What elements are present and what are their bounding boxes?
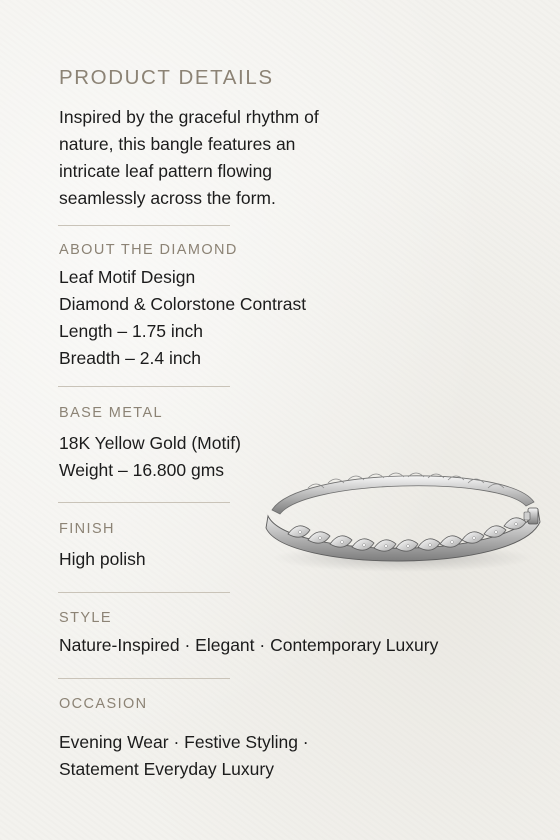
section-label-finish: FINISH	[59, 521, 115, 537]
detail-line: Nature-Inspired · Elegant · Contemporary Luxury	[59, 635, 439, 655]
intro-line: Inspired by the graceful rhythm of	[59, 107, 319, 127]
intro-line: seamlessly across the form.	[59, 188, 276, 208]
section-body-metal	[59, 430, 241, 484]
section-label-diamond: ABOUT THE DIAMOND	[59, 242, 238, 258]
detail-line: 18K Yellow Gold (Motif)	[59, 433, 241, 453]
section-body-finish	[59, 546, 146, 573]
divider	[58, 678, 230, 679]
intro-line: intricate leaf pattern flowing	[59, 161, 273, 181]
section-label-metal: BASE METAL	[59, 405, 163, 421]
section-body-diamond	[59, 264, 306, 372]
intro-line: nature, this bangle features an	[59, 134, 296, 154]
section-label-style: STYLE	[59, 610, 112, 626]
detail-line: Breadth – 2.4 inch	[59, 348, 202, 368]
intro-paragraph	[59, 104, 359, 212]
section-body-style	[59, 632, 438, 659]
divider	[58, 592, 230, 593]
divider	[58, 386, 230, 387]
bangle-illustration	[258, 450, 544, 580]
divider	[58, 225, 230, 226]
section-body-occasion	[59, 729, 309, 783]
section-label-occasion: OCCASION	[59, 696, 148, 712]
page-title: PRODUCT DETAILS	[59, 66, 274, 89]
divider	[58, 502, 230, 503]
detail-line: High polish	[59, 549, 146, 569]
detail-line: Leaf Motif Design	[59, 267, 196, 287]
detail-line: Weight – 16.800 gms	[59, 460, 225, 480]
detail-line: Length – 1.75 inch	[59, 321, 204, 341]
detail-line: Evening Wear · Festive Styling ·	[59, 732, 309, 752]
detail-line: Diamond & Colorstone Contrast	[59, 294, 307, 314]
detail-line: Statement Everyday Luxury	[59, 759, 274, 779]
